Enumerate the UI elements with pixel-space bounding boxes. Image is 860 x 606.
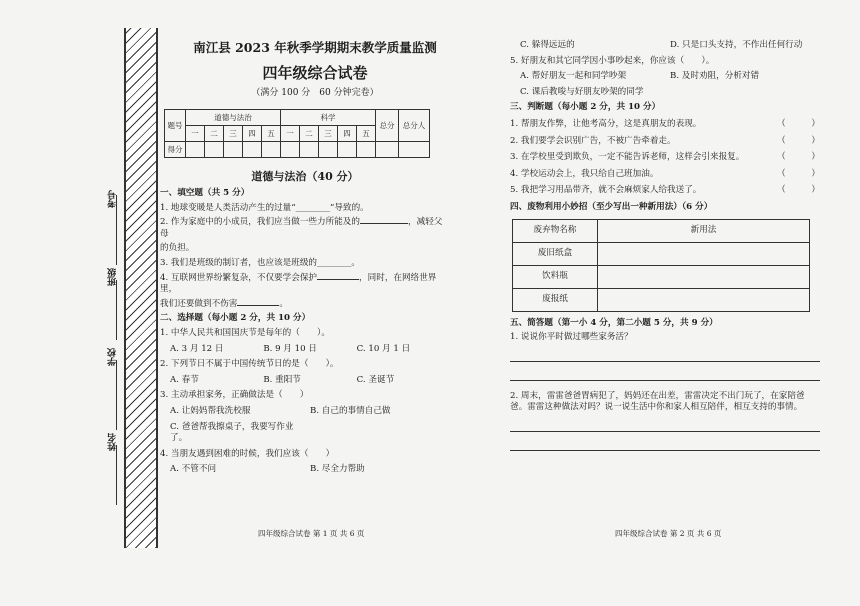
score-cell[interactable]	[376, 142, 399, 158]
answer-line[interactable]	[510, 366, 820, 381]
option[interactable]: D. 只是口头支持，不作出任何行动	[670, 40, 803, 50]
score-table-col: 三	[319, 126, 338, 142]
answer-bracket[interactable]: （ ）	[777, 152, 820, 163]
option[interactable]: C. 10 月 1 日	[356, 343, 411, 354]
left-page	[160, 40, 450, 480]
tf-item	[510, 119, 820, 131]
score-cell[interactable]	[281, 142, 300, 158]
answer-line[interactable]	[510, 347, 820, 362]
part-heading: 四、废物利用小妙招（至少写出一种新用法）（6 分）	[510, 201, 713, 212]
score-table	[164, 109, 430, 158]
question: 1. 中华人民共和国国庆节是每年的（ ）。	[160, 328, 330, 339]
score-table-header: 道德与法治	[186, 110, 281, 126]
option[interactable]: A. 帮好朋友一起和同学吵架	[520, 71, 627, 82]
options	[170, 406, 450, 418]
binding-line	[116, 445, 117, 505]
score-cell[interactable]	[338, 142, 357, 158]
tf-text: 5. 我把学习用品带齐，就不会麻烦家人给我送了。	[510, 185, 702, 196]
answer-cell[interactable]	[598, 242, 810, 265]
tf-text: 4. 学校运动会上，我只给自己班加油。	[510, 168, 659, 179]
score-cell[interactable]	[205, 142, 224, 158]
answer-blank[interactable]	[360, 223, 408, 224]
score-table-header: 总分	[376, 110, 399, 142]
tf-item	[510, 136, 820, 148]
options	[170, 375, 450, 387]
binding-label-school: 学校	[108, 348, 118, 366]
exam-title: 南江县 2023 年秋季学期期末教学质量监测	[193, 40, 437, 55]
part-heading: 五、简答题（第一小 4 分，第二小题 5 分，共 9 分）	[510, 317, 718, 328]
score-cell[interactable]	[262, 142, 281, 158]
score-cell[interactable]	[319, 142, 338, 158]
binding-label-class: 班级	[108, 268, 118, 286]
score-cell[interactable]	[357, 142, 376, 158]
question-text: 。	[279, 298, 288, 309]
option[interactable]: C. 圣诞节	[356, 374, 395, 385]
binding-label-exam-id: 考号	[108, 190, 118, 208]
question	[160, 217, 450, 240]
score-cell[interactable]	[186, 142, 205, 158]
binding-label-name: 姓名	[108, 433, 118, 451]
question-text: 我们还要做到不伤害	[160, 298, 238, 309]
question: 3. 我们是班级的制订者，也应该是班级的________。	[160, 258, 360, 269]
option[interactable]: C. 躲得远远的	[520, 40, 575, 50]
score-cell[interactable]	[243, 142, 262, 158]
exam-subject-title: 四年级综合试卷	[262, 63, 368, 82]
part-heading: 三、判断题（每小题 2 分，共 10 分）	[510, 102, 661, 113]
answer-cell[interactable]	[598, 288, 810, 311]
score-table-col: 五	[262, 126, 281, 142]
answer-bracket[interactable]: （ ）	[777, 168, 820, 179]
options	[520, 40, 820, 52]
part-heading: 一、填空题（共 5 分）	[160, 188, 250, 199]
score-table-col: 二	[205, 126, 224, 142]
options	[170, 344, 450, 356]
answer-bracket[interactable]: （ ）	[777, 135, 820, 146]
options	[520, 71, 820, 83]
waste-item: 废报纸	[513, 288, 598, 311]
answer-bracket[interactable]: （ ）	[777, 185, 820, 196]
score-table-col: 四	[243, 126, 262, 142]
score-table-header: 题号	[165, 110, 186, 142]
answer-line[interactable]	[510, 417, 820, 432]
binding-line	[116, 360, 117, 430]
tf-item	[510, 169, 820, 181]
option[interactable]: B. 自己的事情自己做	[310, 406, 391, 417]
score-cell[interactable]	[224, 142, 243, 158]
score-table-col: 一	[186, 126, 205, 142]
question: 2. 下列节日不属于中国传统节日的是（ ）。	[160, 359, 339, 370]
question: 5. 好朋友和其它同学因小事吵起来，你应该（ ）。	[510, 55, 715, 66]
score-table-col: 二	[300, 126, 319, 142]
tf-text: 2. 我们要学会识别广告，不被广告牵着走。	[510, 135, 676, 146]
page-footer: 四年级综合试卷 第 1 页 共 6 页	[258, 529, 365, 538]
tf-item	[510, 185, 820, 197]
question-text: ，减轻父母	[160, 217, 443, 239]
right-page	[510, 40, 820, 455]
option[interactable]: B. 9 月 10 日	[263, 343, 317, 354]
waste-table	[512, 219, 810, 312]
options	[520, 87, 820, 99]
question: 4. 当朋友遇到困难的时候，我们应该（ ）	[160, 448, 335, 459]
option[interactable]: A. 让妈妈帮我洗校服	[170, 406, 251, 417]
option[interactable]: C. 爸爸帮我擦桌子，我要写作业了。	[170, 421, 294, 444]
question: 1. 地球变暖是人类活动产生的过量“________”导致的。	[160, 202, 369, 213]
waste-table-header: 新用法	[598, 219, 810, 242]
score-cell[interactable]	[300, 142, 319, 158]
score-table-col: 五	[357, 126, 376, 142]
score-table-header: 总分人	[399, 110, 430, 142]
option[interactable]: B. 尽全力帮助	[310, 464, 365, 475]
answer-blank[interactable]	[317, 279, 359, 280]
question: 3. 主动承担家务，正确做法是（ ）	[160, 390, 309, 401]
section-title: 道德与法治（40 分）	[251, 170, 359, 184]
tf-text: 1. 帮朋友作弊，让他考高分，这是真朋友的表现。	[510, 118, 702, 129]
question-text: 的负担。	[160, 243, 195, 254]
tf-text: 3. 在学校里受到欺负，一定不能告诉老师，这样会引来报复。	[510, 152, 745, 163]
question	[160, 299, 450, 311]
answer-blank[interactable]	[237, 305, 279, 306]
option[interactable]: A. 不管不问	[170, 464, 217, 475]
option[interactable]: A. 3 月 12 日	[170, 343, 224, 354]
options	[170, 464, 450, 476]
answer-cell[interactable]	[598, 265, 810, 288]
score-table-col: 三	[224, 126, 243, 142]
question-text: 2. 作为家庭中的小成员，我们应当做一些力所能及的	[160, 217, 360, 228]
option[interactable]: B. 重阳节	[263, 374, 301, 385]
part-heading: 二、选择题（每小题 2 分，共 10 分）	[160, 313, 311, 324]
answer-line[interactable]	[510, 436, 820, 451]
binding-strip	[124, 28, 158, 548]
question: 1. 说说你平时做过哪些家务活？	[510, 332, 633, 343]
options	[170, 422, 450, 445]
tf-item	[510, 152, 820, 164]
question: 2. 周末，雷雷爸爸胃病犯了，妈妈还在出差，雷雷决定不出门玩了，在家陪爸爸。雷雷这种做法对吗？说一说生活中你和家人相互陪伴，相互支持的事情。	[510, 390, 805, 413]
question-text: 4. 互联网世界纷繁复杂，不仅要学会保护	[160, 272, 318, 283]
question	[160, 273, 450, 296]
score-table-header: 科学	[281, 110, 376, 126]
binding-line	[116, 280, 117, 340]
waste-item: 废旧纸盒	[513, 242, 598, 265]
waste-item: 饮料瓶	[513, 265, 598, 288]
score-table-col: 一	[281, 126, 300, 142]
answer-bracket[interactable]: （ ）	[777, 118, 820, 129]
waste-table-header: 废弃物名称	[513, 219, 598, 242]
score-table-row-label: 得分	[165, 142, 186, 158]
question-text: ，同时，在网络世界里，	[160, 272, 437, 295]
option[interactable]: C. 课后教唆与好朋友吵架的同学	[520, 86, 644, 97]
score-cell[interactable]	[399, 142, 430, 158]
exam-info: （满分 100 分 60 分钟完卷）	[251, 88, 379, 99]
option[interactable]: A. 春节	[170, 374, 199, 385]
score-table-col: 四	[338, 126, 357, 142]
page-footer: 四年级综合试卷 第 2 页 共 6 页	[615, 529, 722, 538]
option[interactable]: B. 及时劝阻，分析对错	[670, 71, 760, 82]
